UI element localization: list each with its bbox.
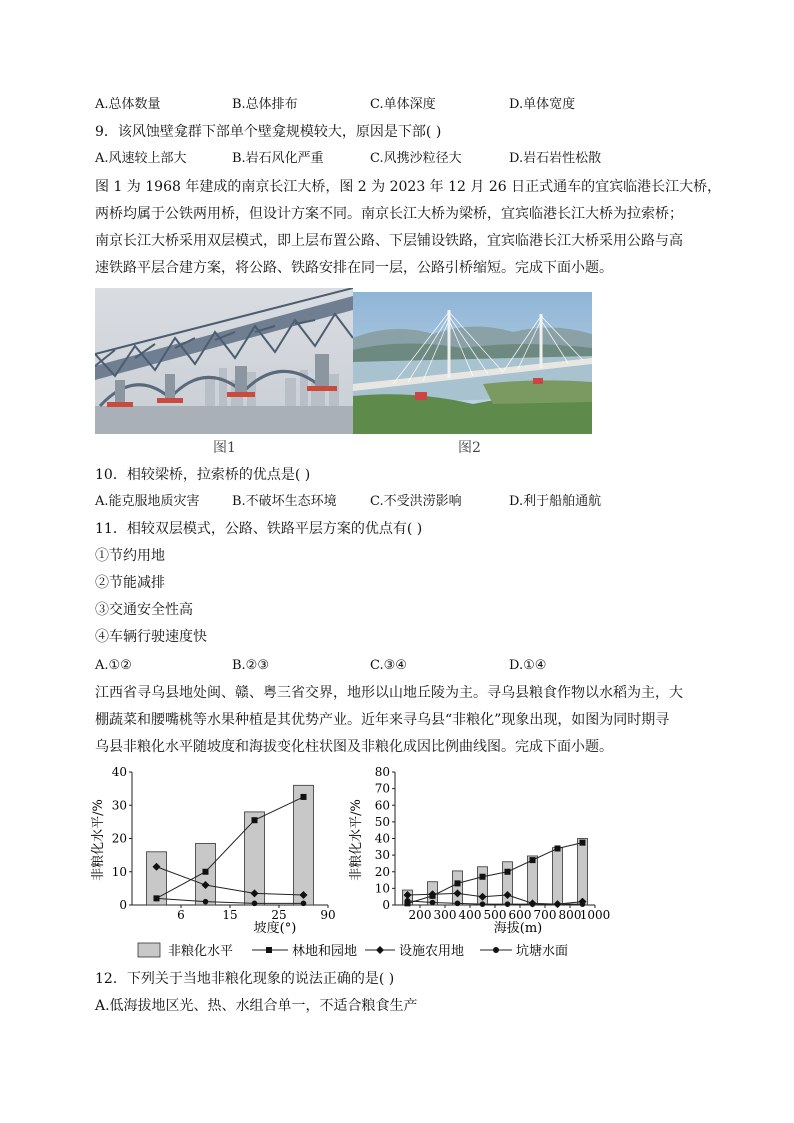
slope-chart-ylabel: 非粮化水平/% bbox=[91, 799, 106, 881]
legend-circle-marker bbox=[493, 947, 499, 953]
altitude-chart-ylabel: 非粮化水平/% bbox=[349, 799, 364, 881]
q11-option-c: C.③④ bbox=[370, 658, 407, 673]
altitude-y-tick-label: 70 bbox=[374, 781, 390, 796]
q11-option-d: D.①④ bbox=[509, 658, 547, 673]
slope-chart-xlabel: 坡度(°) bbox=[253, 921, 297, 936]
altitude-y-tick-label: 50 bbox=[374, 814, 390, 829]
q9-option-c: C.风携沙粒径大 bbox=[370, 151, 462, 166]
altitude-x-tick-label: 600 bbox=[508, 908, 532, 922]
q11-item-4: ④车辆行驶速度快 bbox=[95, 629, 207, 645]
q9-stem: 9．该风蚀壁龛群下部单个壁龛规模较大，原因是下部( ) bbox=[95, 124, 442, 140]
non-grain-charts bbox=[90, 760, 610, 965]
q12-option-a: A.低海拔地区光、热、水组合单一，不适合粮食生产 bbox=[95, 998, 418, 1014]
altitude-point-circle bbox=[580, 901, 586, 907]
q10-option-a: A.能克服地质灾害 bbox=[95, 494, 200, 509]
xunwu-passage-line-1: 江西省寻乌县地处闽、赣、粤三省交界，地形以山地丘陵为主。寻乌县粮食作物以水稻为主，大 bbox=[95, 685, 683, 701]
altitude-y-tick-label: 60 bbox=[374, 798, 390, 813]
altitude-point-square bbox=[555, 845, 561, 851]
q8-option-a: A.总体数量 bbox=[95, 97, 161, 112]
slope-line-square bbox=[157, 797, 304, 898]
altitude-x-tick-label: 200 bbox=[408, 908, 432, 922]
legend-label-1: 非粮化水平 bbox=[168, 944, 234, 959]
q10-option-c: C.不受洪涝影响 bbox=[370, 494, 462, 509]
figure-2-caption: 图2 bbox=[458, 440, 481, 456]
figure-1-caption: 图1 bbox=[213, 440, 236, 456]
chart-legend bbox=[138, 943, 568, 959]
altitude-chart-xlabel: 海拔(m) bbox=[493, 921, 543, 936]
slope-x-tick-label: 6 bbox=[177, 908, 185, 922]
altitude-point-circle bbox=[455, 901, 461, 907]
legend-diamond-marker bbox=[376, 946, 384, 954]
slope-x-tick-label: 90 bbox=[320, 908, 336, 922]
altitude-point-square bbox=[455, 880, 461, 886]
altitude-bar bbox=[578, 839, 588, 906]
figure-2-yibin-bridge-photo bbox=[353, 292, 592, 434]
bridge-passage-line-3: 南京长江大桥采用双层模式，即上层布置公路、下层铺设铁路，宜宾临港长江大桥采用公路与高 bbox=[95, 233, 683, 249]
q8-option-d: D.单体宽度 bbox=[509, 97, 576, 112]
slope-point-circle bbox=[252, 901, 258, 907]
q10-stem: 10．相较梁桥，拉索桥的优点是( ) bbox=[95, 467, 311, 483]
legend-label-2: 林地和园地 bbox=[292, 944, 358, 959]
q11-item-3: ③交通安全性高 bbox=[95, 602, 193, 618]
altitude-point-square bbox=[480, 874, 486, 880]
slope-point-square bbox=[203, 869, 209, 875]
bridge-passage-line-4: 速铁路平层合建方案，将公路、铁路安排在同一层，公路引桥缩短。完成下面小题。 bbox=[95, 260, 613, 276]
q9-option-a: A.风速较上部大 bbox=[95, 151, 187, 166]
q11-item-1: ①节约用地 bbox=[95, 548, 165, 564]
q8-option-c: C.单体深度 bbox=[370, 97, 436, 112]
altitude-y-tick-label: 0 bbox=[382, 898, 390, 912]
altitude-point-square bbox=[530, 857, 536, 863]
altitude-y-tick-label: 30 bbox=[374, 848, 390, 863]
altitude-x-tick-label: 500 bbox=[483, 908, 507, 922]
altitude-point-square bbox=[505, 869, 511, 875]
q11-stem: 11．相较双层模式，公路、铁路平层方案的优点有( ) bbox=[95, 521, 423, 537]
altitude-x-tick-label: 300 bbox=[433, 908, 457, 922]
slope-chart bbox=[90, 765, 336, 936]
altitude-bar bbox=[553, 848, 563, 905]
altitude-x-tick-label: 800 bbox=[558, 908, 582, 922]
slope-point-square bbox=[252, 817, 258, 823]
q11-item-2: ②节能减排 bbox=[95, 575, 165, 591]
xunwu-passage-line-2: 棚蔬菜和腰嘴桃等水果种植是其优势产业。近年来寻乌县“非粮化”现象出现，如图为同时期寻 bbox=[95, 712, 670, 728]
altitude-y-tick-label: 10 bbox=[374, 881, 390, 896]
q11-option-a: A.①② bbox=[95, 658, 132, 673]
altitude-y-tick-label: 20 bbox=[374, 864, 390, 879]
altitude-y-tick-label: 40 bbox=[374, 831, 390, 846]
q10-option-b: B.不破坏生态环境 bbox=[232, 494, 337, 509]
q11-option-b: B.②③ bbox=[232, 658, 269, 673]
slope-point-circle bbox=[203, 899, 209, 905]
slope-y-tick-label: 10 bbox=[111, 864, 127, 879]
slope-point-square bbox=[301, 794, 307, 800]
altitude-x-tick-label: 700 bbox=[533, 908, 557, 922]
bridge-passage-line-2: 两桥均属于公铁两用桥，但设计方案不同。南京长江大桥为梁桥，宜宾临港长江大桥为拉索桥； bbox=[95, 206, 683, 222]
altitude-y-tick-label: 80 bbox=[374, 765, 390, 779]
altitude-bar bbox=[528, 856, 538, 905]
slope-y-tick-label: 0 bbox=[119, 898, 127, 912]
figure-1-nanjing-bridge-photo bbox=[95, 288, 353, 434]
q10-option-d: D.利于船舶通航 bbox=[509, 494, 602, 509]
altitude-x-tick-label: 400 bbox=[458, 908, 482, 922]
slope-bar bbox=[294, 785, 314, 905]
slope-x-tick-label: 15 bbox=[222, 908, 238, 922]
legend-label-3: 设施农用地 bbox=[399, 944, 465, 959]
altitude-point-circle bbox=[505, 901, 511, 907]
legend-square-marker bbox=[266, 947, 272, 953]
legend-label-4: 坑塘水面 bbox=[516, 944, 569, 959]
slope-point-circle bbox=[154, 896, 160, 902]
q9-option-b: B.岩石风化严重 bbox=[232, 151, 324, 166]
bridge-passage-line-1: 图 1 为 1968 年建成的南京长江大桥，图 2 为 2023 年 12 月 26 日正式通车的宜宾临港长江大桥， bbox=[95, 179, 722, 195]
q8-option-b: B.总体排布 bbox=[232, 97, 298, 112]
altitude-x-tick-label: 1000 bbox=[579, 908, 610, 922]
altitude-point-circle bbox=[530, 901, 536, 907]
altitude-point-circle bbox=[430, 900, 436, 906]
altitude-point-square bbox=[580, 840, 586, 846]
altitude-point-circle bbox=[405, 898, 411, 904]
altitude-bar bbox=[453, 871, 463, 905]
slope-line-diamond bbox=[157, 867, 304, 895]
altitude-point-circle bbox=[480, 901, 486, 907]
altitude-point-circle bbox=[555, 901, 561, 907]
slope-x-tick-label: 25 bbox=[271, 908, 287, 922]
q9-option-d: D.岩石岩性松散 bbox=[509, 151, 602, 166]
slope-y-tick-label: 20 bbox=[111, 831, 127, 846]
slope-y-tick-label: 30 bbox=[111, 798, 127, 813]
xunwu-passage-line-3: 乌县非粮化水平随坡度和海拔变化柱状图及非粮化成因比例曲线图。完成下面小题。 bbox=[95, 739, 613, 755]
slope-line-circle bbox=[157, 898, 304, 903]
slope-y-tick-label: 40 bbox=[111, 765, 127, 779]
q12-stem: 12．下列关于当地非粮化现象的说法正确的是( ) bbox=[95, 971, 395, 987]
altitude-chart bbox=[348, 765, 610, 936]
slope-point-circle bbox=[301, 901, 307, 907]
legend-bar-swatch bbox=[138, 943, 160, 957]
